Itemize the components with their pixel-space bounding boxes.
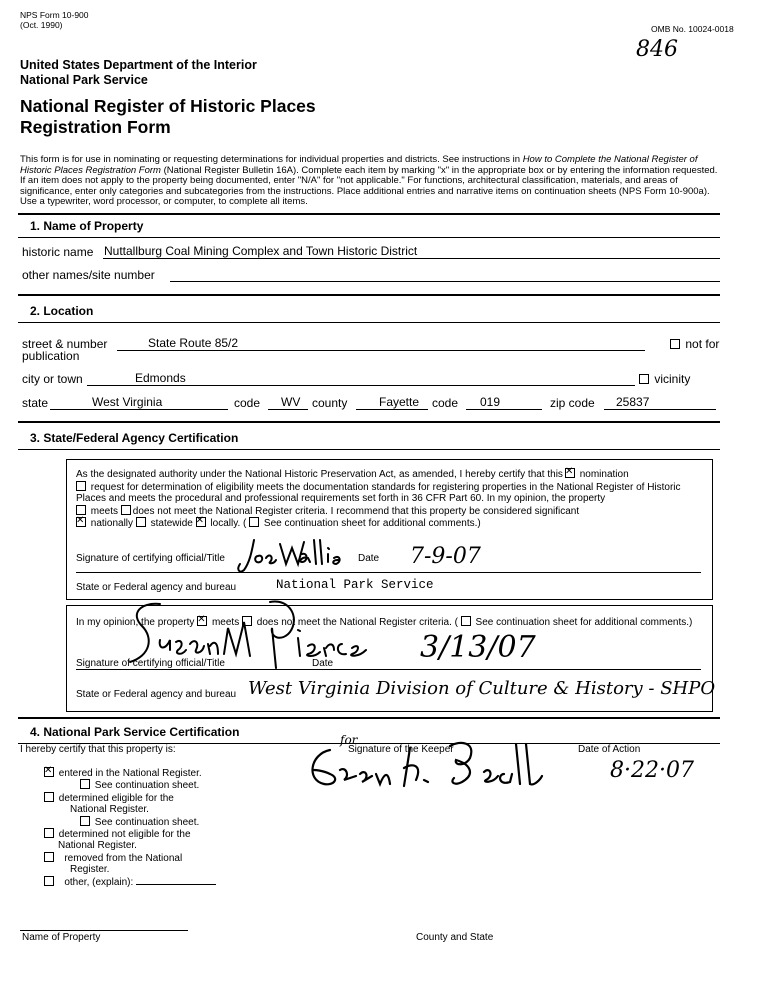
department-name: United States Department of the Interior: [20, 58, 257, 72]
rule: [76, 669, 701, 670]
certify-label: I hereby certify that this property is:: [20, 744, 176, 755]
agency-value: National Park Service: [276, 578, 434, 592]
state-code-field[interactable]: [268, 396, 308, 410]
keeper-signature-label: Signature of the Keeper: [348, 744, 454, 755]
county-field[interactable]: [356, 396, 428, 410]
county-code-field[interactable]: [466, 396, 542, 410]
statewide-checkbox[interactable]: [136, 517, 146, 527]
section1-heading: 1. Name of Property: [30, 219, 144, 233]
form-title-line1: National Register of Historic Places: [20, 96, 316, 116]
form-title-line2: Registration Form: [20, 117, 171, 137]
city-value: Edmonds: [135, 371, 186, 385]
eligible-line2: National Register.: [70, 804, 149, 816]
not-eligible-line2: National Register.: [58, 840, 137, 852]
date-handwritten-2: 3/13/07: [420, 630, 536, 665]
signature-joe-wallis: [236, 536, 356, 581]
footer-county-state-label: County and State: [416, 932, 494, 943]
section-divider: [18, 421, 720, 423]
keeper-signature: [300, 740, 560, 805]
zip-value: 25837: [616, 395, 650, 409]
footer-name-label: Name of Property: [22, 932, 101, 943]
handwritten-ref-number: 846: [636, 37, 678, 62]
date-of-action-value: 8·22·07: [610, 758, 694, 783]
zip-label: zip code: [550, 396, 595, 410]
not-eligible-checkbox[interactable]: [44, 828, 54, 838]
footer-rule: [20, 930, 188, 931]
street-label: street & number: [22, 337, 108, 351]
state-value: West Virginia: [92, 395, 163, 409]
option-entered[interactable]: ✕ entered in the National Register.: [44, 767, 216, 779]
section3-heading: 3. State/Federal Agency Certification: [30, 431, 239, 445]
removed-line2: Register.: [70, 864, 110, 876]
county-code-value: 019: [480, 395, 501, 409]
eligible-checkbox[interactable]: [44, 792, 54, 802]
city-label: city or town: [22, 372, 83, 386]
signature-susan-pierce: [120, 598, 380, 683]
not-for-publication-checkbox[interactable]: [670, 339, 680, 349]
option-see-continuation[interactable]: See continuation sheet.: [44, 779, 216, 791]
date-label-2: Date: [312, 658, 334, 669]
street-field[interactable]: [117, 337, 645, 351]
for-note: for: [340, 733, 358, 747]
form-date: (Oct. 1990): [20, 20, 63, 30]
option-removed[interactable]: removed from the National: [44, 852, 216, 864]
section-divider: [18, 717, 720, 719]
locally-checkbox[interactable]: [196, 517, 206, 527]
opinion-statement: In my opinion, the property ✕ meets does not meet the National Register criteria. ( See continuation sheet for additional comments.): [76, 616, 701, 629]
opinion-see-continuation-checkbox[interactable]: [461, 616, 471, 626]
publication-label: publication: [22, 349, 80, 363]
date-of-action-label: Date of Action: [578, 744, 641, 755]
city-field[interactable]: [87, 372, 635, 386]
meets-checkbox[interactable]: [76, 505, 86, 515]
nationally-checkbox[interactable]: [76, 517, 86, 527]
vicinity-label: vicinity: [654, 372, 691, 386]
service-name: National Park Service: [20, 73, 148, 87]
section-divider: [18, 213, 720, 215]
does-not-meet-checkbox[interactable]: [121, 505, 131, 515]
code-label: code: [234, 396, 261, 410]
historic-name-label: historic name: [22, 245, 94, 259]
option-other[interactable]: other, (explain):: [44, 876, 216, 888]
county-code-label: code: [432, 396, 459, 410]
state-code-value: WV: [281, 395, 301, 409]
state-field[interactable]: [50, 396, 228, 410]
signature-label-2: Signature of certifying official/Title: [76, 658, 225, 669]
rule: [18, 449, 720, 450]
county-label: county: [312, 396, 348, 410]
option-eligible[interactable]: determined eligible for the: [44, 792, 216, 804]
status-options: [44, 767, 216, 888]
section4-heading: 4. National Park Service Certification: [30, 725, 240, 739]
other-names-field[interactable]: [170, 268, 720, 282]
entered-checkbox[interactable]: [44, 767, 54, 777]
signature-label: Signature of certifying official/Title: [76, 553, 225, 564]
date-handwritten-1: 7-9-07: [410, 544, 481, 569]
not-for-label: not for: [685, 337, 720, 351]
certification-statement: As the designated authority under the National Historic Preservation Act, as amended, I hereby certify that this✕ nomination request for determination of eligibility meets the documentation standards for registering properties in the National Register of Historic Places and meets the procedural and professional requirements set forth in 36 CFR Part 60. In my opinion, the property meets does not meet the National Register criteria. I recommend that this property be considered significant ✕ nationally statewide ✕ locally. ( See continuation sheet for additional comments.): [76, 468, 706, 530]
county-value: Fayette: [379, 395, 420, 409]
historic-name-value: Nuttallburg Coal Mining Complex and Town Historic District: [104, 244, 418, 258]
nomination-checkbox[interactable]: [565, 468, 575, 478]
not-for-publication-option[interactable]: [670, 337, 719, 351]
option-see-continuation-2[interactable]: See continuation sheet.: [44, 816, 216, 828]
date-label: Date: [358, 553, 380, 564]
request-checkbox[interactable]: [76, 481, 86, 491]
option-not-eligible[interactable]: determined not eligible for the: [44, 828, 216, 840]
bulletin-title: How to Complete the National Register of Historic Places Registration Form: [20, 154, 698, 176]
street-value: State Route 85/2: [148, 336, 239, 350]
zip-field[interactable]: [604, 396, 716, 410]
nomination-label: nomination: [579, 469, 629, 480]
vicinity-checkbox[interactable]: [639, 374, 649, 384]
state-label: state: [22, 396, 49, 410]
vicinity-option[interactable]: [639, 372, 690, 386]
rule: [18, 322, 720, 323]
agency-label-2: State or Federal agency and bureau: [76, 689, 237, 700]
instructions-paragraph: This form is for use in nominating or requesting determinations for individual properties and districts. See instructions in How to Complete the National Register of Historic Places Registration Form (National Register Bulletin 16A). Complete each item by marking "x" in the appropriate box or by entering the information requested. If an item does not apply to the property being documented, enter "N/A" for "not applicable." For functions, architectural classification, materials, and areas of significance, enter only categories and subcategories from the instructions. Place additional entries and narrative items on continuation sheets (NPS Form 10-900a). Use a typewriter, word processor, or computer, to complete all items.: [20, 154, 718, 208]
section2-heading: 2. Location: [30, 304, 94, 318]
see-continuation-checkbox[interactable]: [249, 517, 259, 527]
agency-label: State or Federal agency and bureau: [76, 582, 237, 593]
see-continuation-checkbox-2[interactable]: [80, 816, 90, 826]
other-explain-field[interactable]: [136, 884, 216, 885]
historic-name-field[interactable]: [103, 245, 720, 259]
rule: [18, 237, 720, 238]
omb-number: OMB No. 10024-0018: [651, 24, 734, 34]
other-checkbox[interactable]: [44, 876, 54, 886]
section-divider: [18, 294, 720, 296]
form-number: NPS Form 10-900: [20, 10, 89, 20]
rule: [76, 572, 701, 573]
see-continuation-checkbox-1[interactable]: [80, 779, 90, 789]
other-names-label: other names/site number: [22, 268, 155, 282]
agency-value-2: West Virginia Division of Culture & History - SHPO: [248, 678, 716, 699]
removed-checkbox[interactable]: [44, 852, 54, 862]
